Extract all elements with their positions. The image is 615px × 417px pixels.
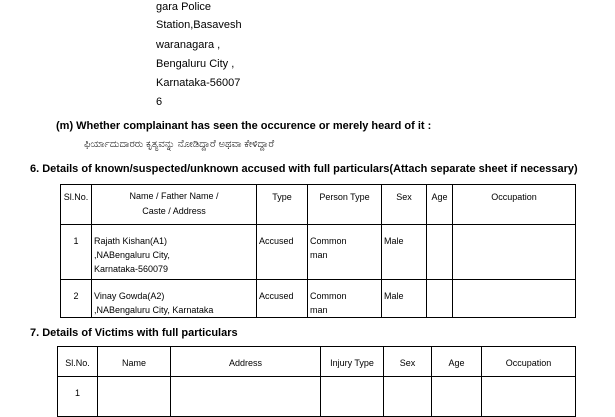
victims-header-slno-label: Sl.No. — [65, 358, 90, 368]
victim-1-address — [171, 377, 321, 417]
accused-2-name-line1: Vinay Gowda(A2) — [94, 291, 165, 301]
victims-header-injury-type — [321, 347, 384, 377]
victim-1-name — [98, 377, 171, 417]
address-line-6: 6 — [156, 96, 163, 108]
victims-header-address — [171, 347, 321, 377]
victims-header-occupation — [482, 347, 576, 377]
victims-table — [57, 346, 576, 417]
accused-1-type: Accused — [257, 225, 308, 280]
victims-header-age-label: Age — [448, 358, 465, 368]
victims-header-sex-label: Sex — [399, 358, 416, 368]
accused-1-name — [92, 225, 257, 280]
victim-1-injury-type — [321, 377, 384, 417]
victims-header-slno — [58, 347, 98, 377]
victim-1-age — [432, 377, 482, 417]
header-name-line1: Name / Father Name / — [129, 191, 219, 201]
address-line-1: gara Police — [156, 1, 212, 13]
victim-1-slno: 1 — [58, 377, 98, 417]
accused-1-slno: 1 — [61, 225, 92, 280]
victims-table-header — [58, 347, 576, 377]
accused-1-name-line2: ,NABengaluru City, — [94, 250, 170, 260]
victims-header-injury-type-label: Injury Type — [330, 358, 374, 368]
header-sex-label: Sex — [396, 192, 412, 202]
address-line-4: Bengaluru City , — [156, 58, 235, 70]
question-m-label: (m) Whether complainant has seen the occurence or merely heard of it : — [56, 120, 432, 132]
accused-table-header — [61, 185, 576, 225]
victim-1-sex — [384, 377, 432, 417]
header-name — [92, 185, 257, 225]
accused-2-name — [92, 280, 257, 318]
victim-1-occupation — [482, 377, 576, 417]
victims-header-occupation-label: Occupation — [505, 358, 552, 368]
table-row — [58, 377, 576, 417]
header-name-line2: Caste / Address — [142, 206, 206, 216]
accused-1-name-line1: Rajath Kishan(A1) — [94, 236, 168, 246]
header-slno-label: Sl.No. — [63, 192, 89, 202]
header-type — [257, 185, 308, 225]
question-m-kannada: ಫಿರ್ಯಾದುದಾರರು ಕೃತ್ಯವನ್ನು ನೋಡಿದ್ದಾರೆ ಅಥವಾ ಕೇಳಿದ್ದಾರೆ — [84, 139, 275, 150]
header-age — [427, 185, 453, 225]
address-line-3: waranagara , — [156, 39, 221, 51]
accused-1-person-type-line1: Common — [310, 236, 347, 246]
address-line-5: Karnataka-56007 — [156, 77, 241, 89]
accused-2-name-line2: ,NABengaluru City, Karnataka — [94, 305, 214, 315]
header-person-type-label: Person Type — [319, 192, 370, 202]
accused-2-sex: Male — [382, 280, 427, 318]
accused-2-age — [427, 280, 453, 318]
accused-1-sex: Male — [382, 225, 427, 280]
accused-1-person-type-line2: man — [310, 250, 328, 260]
accused-1-name-line3: Karnataka-560079 — [94, 264, 169, 274]
header-occupation — [453, 185, 576, 225]
address-line-2: Station,Basavesh — [156, 19, 242, 31]
header-age-label: Age — [431, 192, 448, 202]
header-sex — [382, 185, 427, 225]
accused-1-occupation — [453, 225, 576, 280]
accused-1-person-type — [308, 225, 382, 280]
accused-table — [60, 184, 576, 318]
victims-header-name — [98, 347, 171, 377]
header-slno — [61, 185, 92, 225]
victims-header-address-label: Address — [228, 358, 263, 368]
table-row — [61, 225, 576, 280]
accused-2-slno: 2 — [61, 280, 92, 318]
header-occupation-label: Occupation — [491, 192, 537, 202]
victims-header-sex — [384, 347, 432, 377]
accused-2-person-type — [308, 280, 382, 318]
victims-header-name-label: Name — [121, 358, 146, 368]
accused-2-type: Accused — [257, 280, 308, 318]
accused-2-person-type-line1: Common — [310, 291, 347, 301]
section-7-title: 7. Details of Victims with full particulars — [30, 327, 238, 339]
section-6-title: 6. Details of known/suspected/unknown accused with full particulars(Attach separate sheet if necessary) — [30, 163, 578, 175]
accused-2-occupation — [453, 280, 576, 318]
header-person-type — [308, 185, 382, 225]
header-type-label: Type — [272, 192, 292, 202]
accused-1-age — [427, 225, 453, 280]
table-row — [61, 280, 576, 318]
accused-2-person-type-line2: man — [310, 305, 328, 315]
victims-header-age — [432, 347, 482, 377]
